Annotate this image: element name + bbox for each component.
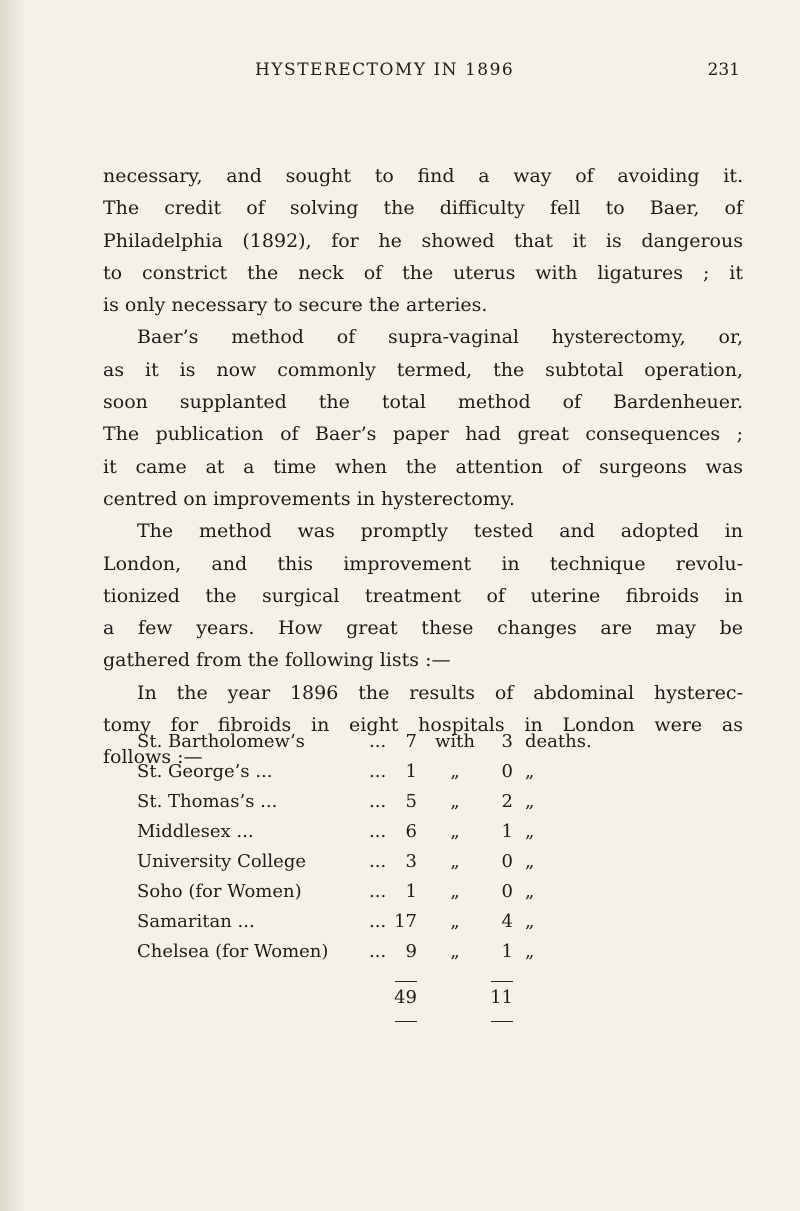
hospital-name: University College bbox=[137, 851, 307, 872]
total-rule-top-deaths bbox=[491, 981, 513, 982]
text-line: Philadelphia (1892), for he showed that it is dangerous bbox=[103, 229, 743, 252]
total-cases: 49 bbox=[394, 987, 417, 1008]
with-label: „ bbox=[450, 761, 460, 782]
deaths-label: „ bbox=[525, 881, 535, 902]
hospital-name: Samaritan ... bbox=[137, 911, 255, 932]
table-row bbox=[137, 881, 657, 911]
text-line: The method was promptly tested and adopted in bbox=[137, 520, 743, 543]
total-deaths: 11 bbox=[490, 987, 513, 1008]
with-label: „ bbox=[450, 941, 460, 962]
case-count: 7 bbox=[405, 731, 417, 752]
case-count: 1 bbox=[405, 881, 417, 902]
death-count: 4 bbox=[501, 911, 513, 932]
table-row bbox=[137, 821, 657, 851]
leader-dots: ... bbox=[369, 821, 387, 842]
with-label: „ bbox=[450, 791, 460, 812]
hospital-name: St. Bartholomew’s bbox=[137, 731, 305, 752]
total-rule-bottom-deaths bbox=[491, 1021, 513, 1022]
case-count: 9 bbox=[405, 941, 417, 962]
case-count: 5 bbox=[405, 791, 417, 812]
deaths-label: „ bbox=[525, 941, 535, 962]
death-count: 0 bbox=[501, 881, 513, 902]
hospital-name: St. George’s ... bbox=[137, 761, 273, 782]
total-rule-top-cases bbox=[395, 981, 417, 982]
death-count: 1 bbox=[501, 941, 513, 962]
table-row bbox=[137, 851, 657, 881]
text-line: to constrict the neck of the uterus with ligatures ; it bbox=[103, 261, 743, 284]
leader-dots: ... bbox=[369, 941, 387, 962]
table-row bbox=[137, 911, 657, 941]
text-line: tomy for fibroids in eight hospitals in London were as bbox=[103, 714, 743, 737]
table-row bbox=[137, 731, 657, 761]
leader-dots: ... bbox=[369, 911, 387, 932]
table-row bbox=[137, 791, 657, 821]
hospital-name: Soho (for Women) bbox=[137, 881, 302, 902]
with-label: „ bbox=[450, 851, 460, 872]
text-line: gathered from the following lists :— bbox=[103, 649, 451, 672]
text-line: is only necessary to secure the arteries. bbox=[103, 294, 488, 317]
text-line: follows :— bbox=[103, 746, 203, 769]
death-count: 0 bbox=[501, 851, 513, 872]
table-row bbox=[137, 941, 657, 971]
text-line: necessary, and sought to find a way of avoiding it. bbox=[103, 165, 743, 187]
text-line: soon supplanted the total method of Bardenheuer. bbox=[103, 391, 743, 414]
death-count: 1 bbox=[501, 821, 513, 842]
deaths-label: deaths. bbox=[525, 731, 592, 752]
text-line: The credit of solving the difficulty fell to Baer, of bbox=[103, 197, 743, 220]
with-label: „ bbox=[450, 881, 460, 902]
page-number: 231 bbox=[707, 60, 740, 80]
leader-dots: ... bbox=[369, 851, 387, 872]
text-line: The publication of Baer’s paper had great consequences ; bbox=[103, 423, 743, 446]
text-line: it came at a time when the attention of surgeons was bbox=[103, 455, 743, 478]
body-text bbox=[103, 160, 743, 774]
deaths-label: „ bbox=[525, 791, 535, 812]
leader-dots: ... bbox=[369, 791, 387, 812]
text-line: a few years. How great these changes are may be bbox=[103, 617, 743, 640]
case-count: 1 bbox=[405, 761, 417, 782]
running-title: HYSTERECTOMY IN 1896 bbox=[255, 60, 515, 80]
text-line: In the year 1896 the results of abdominal hysterec- bbox=[137, 681, 743, 704]
hospital-name: St. Thomas’s ... bbox=[137, 791, 278, 812]
hospital-name: Chelsea (for Women) bbox=[137, 941, 329, 962]
text-line: London, and this improvement in technique revolu- bbox=[103, 552, 743, 575]
death-count: 3 bbox=[501, 731, 513, 752]
with-label: with bbox=[435, 731, 475, 752]
text-line: as it is now commonly termed, the subtotal operation, bbox=[103, 358, 743, 381]
deaths-label: „ bbox=[525, 911, 535, 932]
with-label: „ bbox=[450, 911, 460, 932]
table-totals bbox=[137, 973, 657, 1033]
total-rule-bottom-cases bbox=[395, 1021, 417, 1022]
case-count: 3 bbox=[405, 851, 417, 872]
leader-dots: ... bbox=[369, 761, 387, 782]
hospital-results-table bbox=[137, 731, 657, 1033]
deaths-label: „ bbox=[525, 851, 535, 872]
table-row bbox=[137, 761, 657, 791]
running-head bbox=[100, 60, 740, 84]
leader-dots: ... bbox=[369, 881, 387, 902]
page-binding-edge bbox=[0, 0, 26, 1211]
death-count: 2 bbox=[501, 791, 513, 812]
hospital-name: Middlesex ... bbox=[137, 821, 254, 842]
deaths-label: „ bbox=[525, 761, 535, 782]
deaths-label: „ bbox=[525, 821, 535, 842]
text-line: centred on improvements in hysterectomy. bbox=[103, 487, 515, 510]
with-label: „ bbox=[450, 821, 460, 842]
case-count: 6 bbox=[405, 821, 417, 842]
death-count: 0 bbox=[501, 761, 513, 782]
text-line: Baer’s method of supra-vaginal hysterectomy, or, bbox=[137, 326, 743, 349]
text-line: tionized the surgical treatment of uterine fibroids in bbox=[103, 584, 743, 607]
leader-dots: ... bbox=[369, 731, 387, 752]
case-count: 17 bbox=[394, 911, 417, 932]
